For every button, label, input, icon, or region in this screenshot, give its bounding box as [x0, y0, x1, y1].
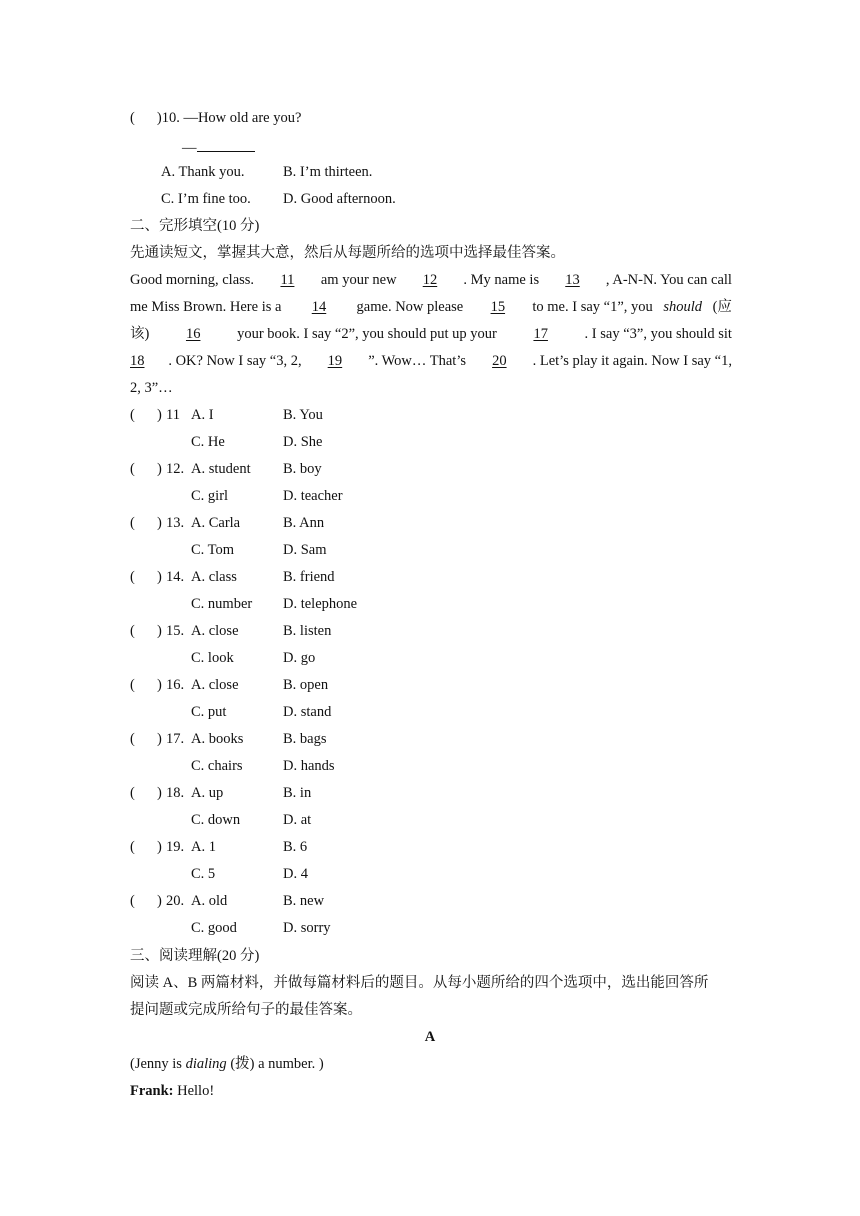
option-b: B. bags — [283, 731, 327, 747]
option-d: D. at — [283, 812, 312, 828]
question-number: 14. — [166, 569, 185, 585]
answer-dash: — — [182, 140, 197, 156]
text-segment: 该) — [130, 326, 150, 342]
answer-paren-close: ) — [157, 731, 162, 747]
answer-space[interactable] — [136, 460, 156, 478]
question-stem: 10. —How old are you? — [161, 110, 302, 126]
answer-space[interactable] — [136, 892, 156, 910]
answer-paren-close: ) — [157, 515, 162, 531]
passage-label: A — [424, 1029, 436, 1045]
answer-paren-close: ) — [157, 407, 162, 423]
option-b: B. boy — [283, 461, 322, 477]
answer-paren-open: ( — [130, 893, 135, 909]
text-segment: . Let’s play it again. Now I say “1, — [532, 353, 732, 369]
passage-line-5: 2, 3”… — [130, 380, 173, 396]
question-number: 17. — [166, 731, 185, 747]
option-d: D. She — [283, 434, 323, 450]
option-c: C. look — [191, 650, 234, 666]
text-segment: your book. I say “2”, you should put up your — [237, 326, 497, 342]
question-number: 16. — [166, 677, 185, 693]
text-segment: am your new — [320, 272, 397, 288]
blank-12[interactable]: 12 — [422, 272, 438, 288]
text-segment: (拨) a number. ) — [226, 1056, 324, 1072]
option-b: B. in — [283, 785, 312, 801]
answer-paren-close: ) — [157, 839, 162, 855]
section-instruction: 提问题或完成所给句子的最佳答案。 — [130, 1002, 362, 1018]
answer-paren-close: ) — [157, 893, 162, 909]
passage-context — [130, 1055, 324, 1073]
answer-space[interactable] — [136, 622, 156, 640]
option-a: A. close — [191, 623, 239, 639]
question-10 — [130, 109, 301, 127]
answer-space[interactable] — [136, 784, 156, 802]
option-d: D. teacher — [283, 488, 343, 504]
option-c: C. He — [191, 434, 225, 450]
text-segment: to me. I say “1”, you — [532, 299, 653, 315]
option-c: C. Tom — [191, 542, 235, 558]
passage-line-3 — [130, 325, 732, 343]
italic-word: dialing — [185, 1056, 227, 1072]
text-segment: . My name is — [463, 272, 540, 288]
option-c: C. put — [191, 704, 227, 720]
answer-paren-close: ) — [157, 623, 162, 639]
option-c: C. down — [191, 812, 241, 828]
text-segment: game. Now please — [356, 299, 464, 315]
answer-space[interactable] — [136, 406, 156, 424]
question-number: 18. — [166, 785, 185, 801]
option-a: A. books — [191, 731, 244, 747]
option-a: A. old — [191, 893, 228, 909]
answer-paren-close: ) — [157, 461, 162, 477]
answer-paren-open: ( — [130, 731, 135, 747]
option-d: D. go — [283, 650, 316, 666]
answer-paren-open: ( — [130, 785, 135, 801]
option-c: C. 5 — [191, 866, 216, 882]
blank-11[interactable]: 11 — [280, 272, 295, 288]
answer-paren-open: ( — [130, 515, 135, 531]
blank-14[interactable]: 14 — [311, 299, 327, 315]
speaker-name: Frank: — [130, 1083, 174, 1099]
answer-paren-close: ) — [156, 110, 162, 126]
blank-19[interactable]: 19 — [327, 353, 343, 369]
question-number: 11 — [166, 407, 180, 423]
option-b: B. Ann — [283, 515, 325, 531]
question-number: 20. — [166, 893, 185, 909]
option-a: A. I — [191, 407, 214, 423]
question-number: 12. — [166, 461, 185, 477]
option-a: A. Carla — [191, 515, 241, 531]
blank-16[interactable]: 16 — [185, 326, 201, 342]
section-instruction: 阅读 A、B 两篇材料，并做每篇材料后的题目。从每小题所给的四个选项中，选出能回答所 — [130, 975, 709, 991]
option-a: A. up — [191, 785, 224, 801]
text-segment: Good morning, class. — [130, 272, 255, 288]
answer-blank[interactable] — [197, 138, 255, 152]
blank-15[interactable]: 15 — [490, 299, 506, 315]
option-c: C. number — [191, 596, 253, 612]
option-d: D. 4 — [283, 866, 308, 882]
answer-space[interactable] — [136, 730, 156, 748]
answer-paren-open: ( — [130, 569, 135, 585]
question-number: 13. — [166, 515, 185, 531]
blank-17[interactable]: 17 — [533, 326, 548, 342]
text-segment: (Jenny is — [130, 1056, 186, 1072]
section-title: 三、阅读理解(20 分) — [130, 948, 260, 964]
question-number: 15. — [166, 623, 185, 639]
option-b: B. listen — [283, 623, 332, 639]
option-a: A. close — [191, 677, 239, 693]
blank-20[interactable]: 20 — [492, 353, 507, 369]
option-d: D. Good afternoon. — [283, 191, 396, 207]
passage-line-4 — [130, 352, 732, 370]
option-a: A. 1 — [191, 839, 216, 855]
answer-paren-open: ( — [130, 407, 135, 423]
option-d: D. stand — [283, 704, 332, 720]
italic-word: should — [663, 299, 703, 315]
answer-paren-close: ) — [157, 785, 162, 801]
passage-line-2 — [130, 298, 732, 316]
option-c: C. good — [191, 920, 237, 936]
section-instruction: 先通读短文，掌握其大意，然后从每题所给的选项中选择最佳答案。 — [130, 245, 565, 261]
option-b: B. I’m thirteen. — [283, 164, 373, 180]
option-b: B. 6 — [283, 839, 308, 855]
answer-space[interactable] — [136, 568, 156, 586]
answer-paren-close: ) — [157, 677, 162, 693]
text-segment: . OK? Now I say “3, 2, — [168, 353, 302, 369]
answer-paren-open: ( — [130, 623, 135, 639]
answer-line — [182, 138, 255, 157]
answer-space[interactable] — [136, 514, 156, 532]
answer-paren-open: ( — [130, 461, 135, 477]
option-d: D. Sam — [283, 542, 327, 558]
text-segment: me Miss Brown. Here is a — [130, 299, 282, 315]
option-b: B. You — [283, 407, 323, 423]
answer-paren-open: ( — [130, 677, 135, 693]
blank-18[interactable]: 18 — [130, 353, 145, 369]
option-b: B. new — [283, 893, 325, 909]
answer-space[interactable] — [136, 838, 156, 856]
option-b: B. friend — [283, 569, 335, 585]
option-c: C. girl — [191, 488, 229, 504]
speech-text: Hello! — [173, 1083, 215, 1099]
blank-13[interactable]: 13 — [565, 272, 580, 288]
option-b: B. open — [283, 677, 329, 693]
answer-paren-open: ( — [130, 110, 135, 126]
option-a: A. class — [191, 569, 237, 585]
option-c: C. chairs — [191, 758, 243, 774]
passage-line-1 — [130, 271, 732, 289]
text-segment: , A-N-N. You can call — [605, 272, 732, 288]
option-c: C. I’m fine too. — [161, 191, 251, 207]
text-segment: . I say “3”, you should sit — [584, 326, 732, 342]
option-a: A. student — [191, 461, 251, 477]
text-segment: ”. Wow… That’s — [368, 353, 467, 369]
text-segment: (应 — [712, 299, 732, 315]
answer-space[interactable] — [136, 676, 156, 694]
section-title: 二、完形填空(10 分) — [130, 218, 260, 234]
option-d: D. hands — [283, 758, 335, 774]
option-a: A. Thank you. — [161, 164, 245, 180]
answer-paren-open: ( — [130, 839, 135, 855]
option-d: D. sorry — [283, 920, 331, 936]
answer-paren-close: ) — [157, 569, 162, 585]
dialogue-line — [130, 1082, 214, 1100]
option-d: D. telephone — [283, 596, 358, 612]
question-number: 19. — [166, 839, 185, 855]
